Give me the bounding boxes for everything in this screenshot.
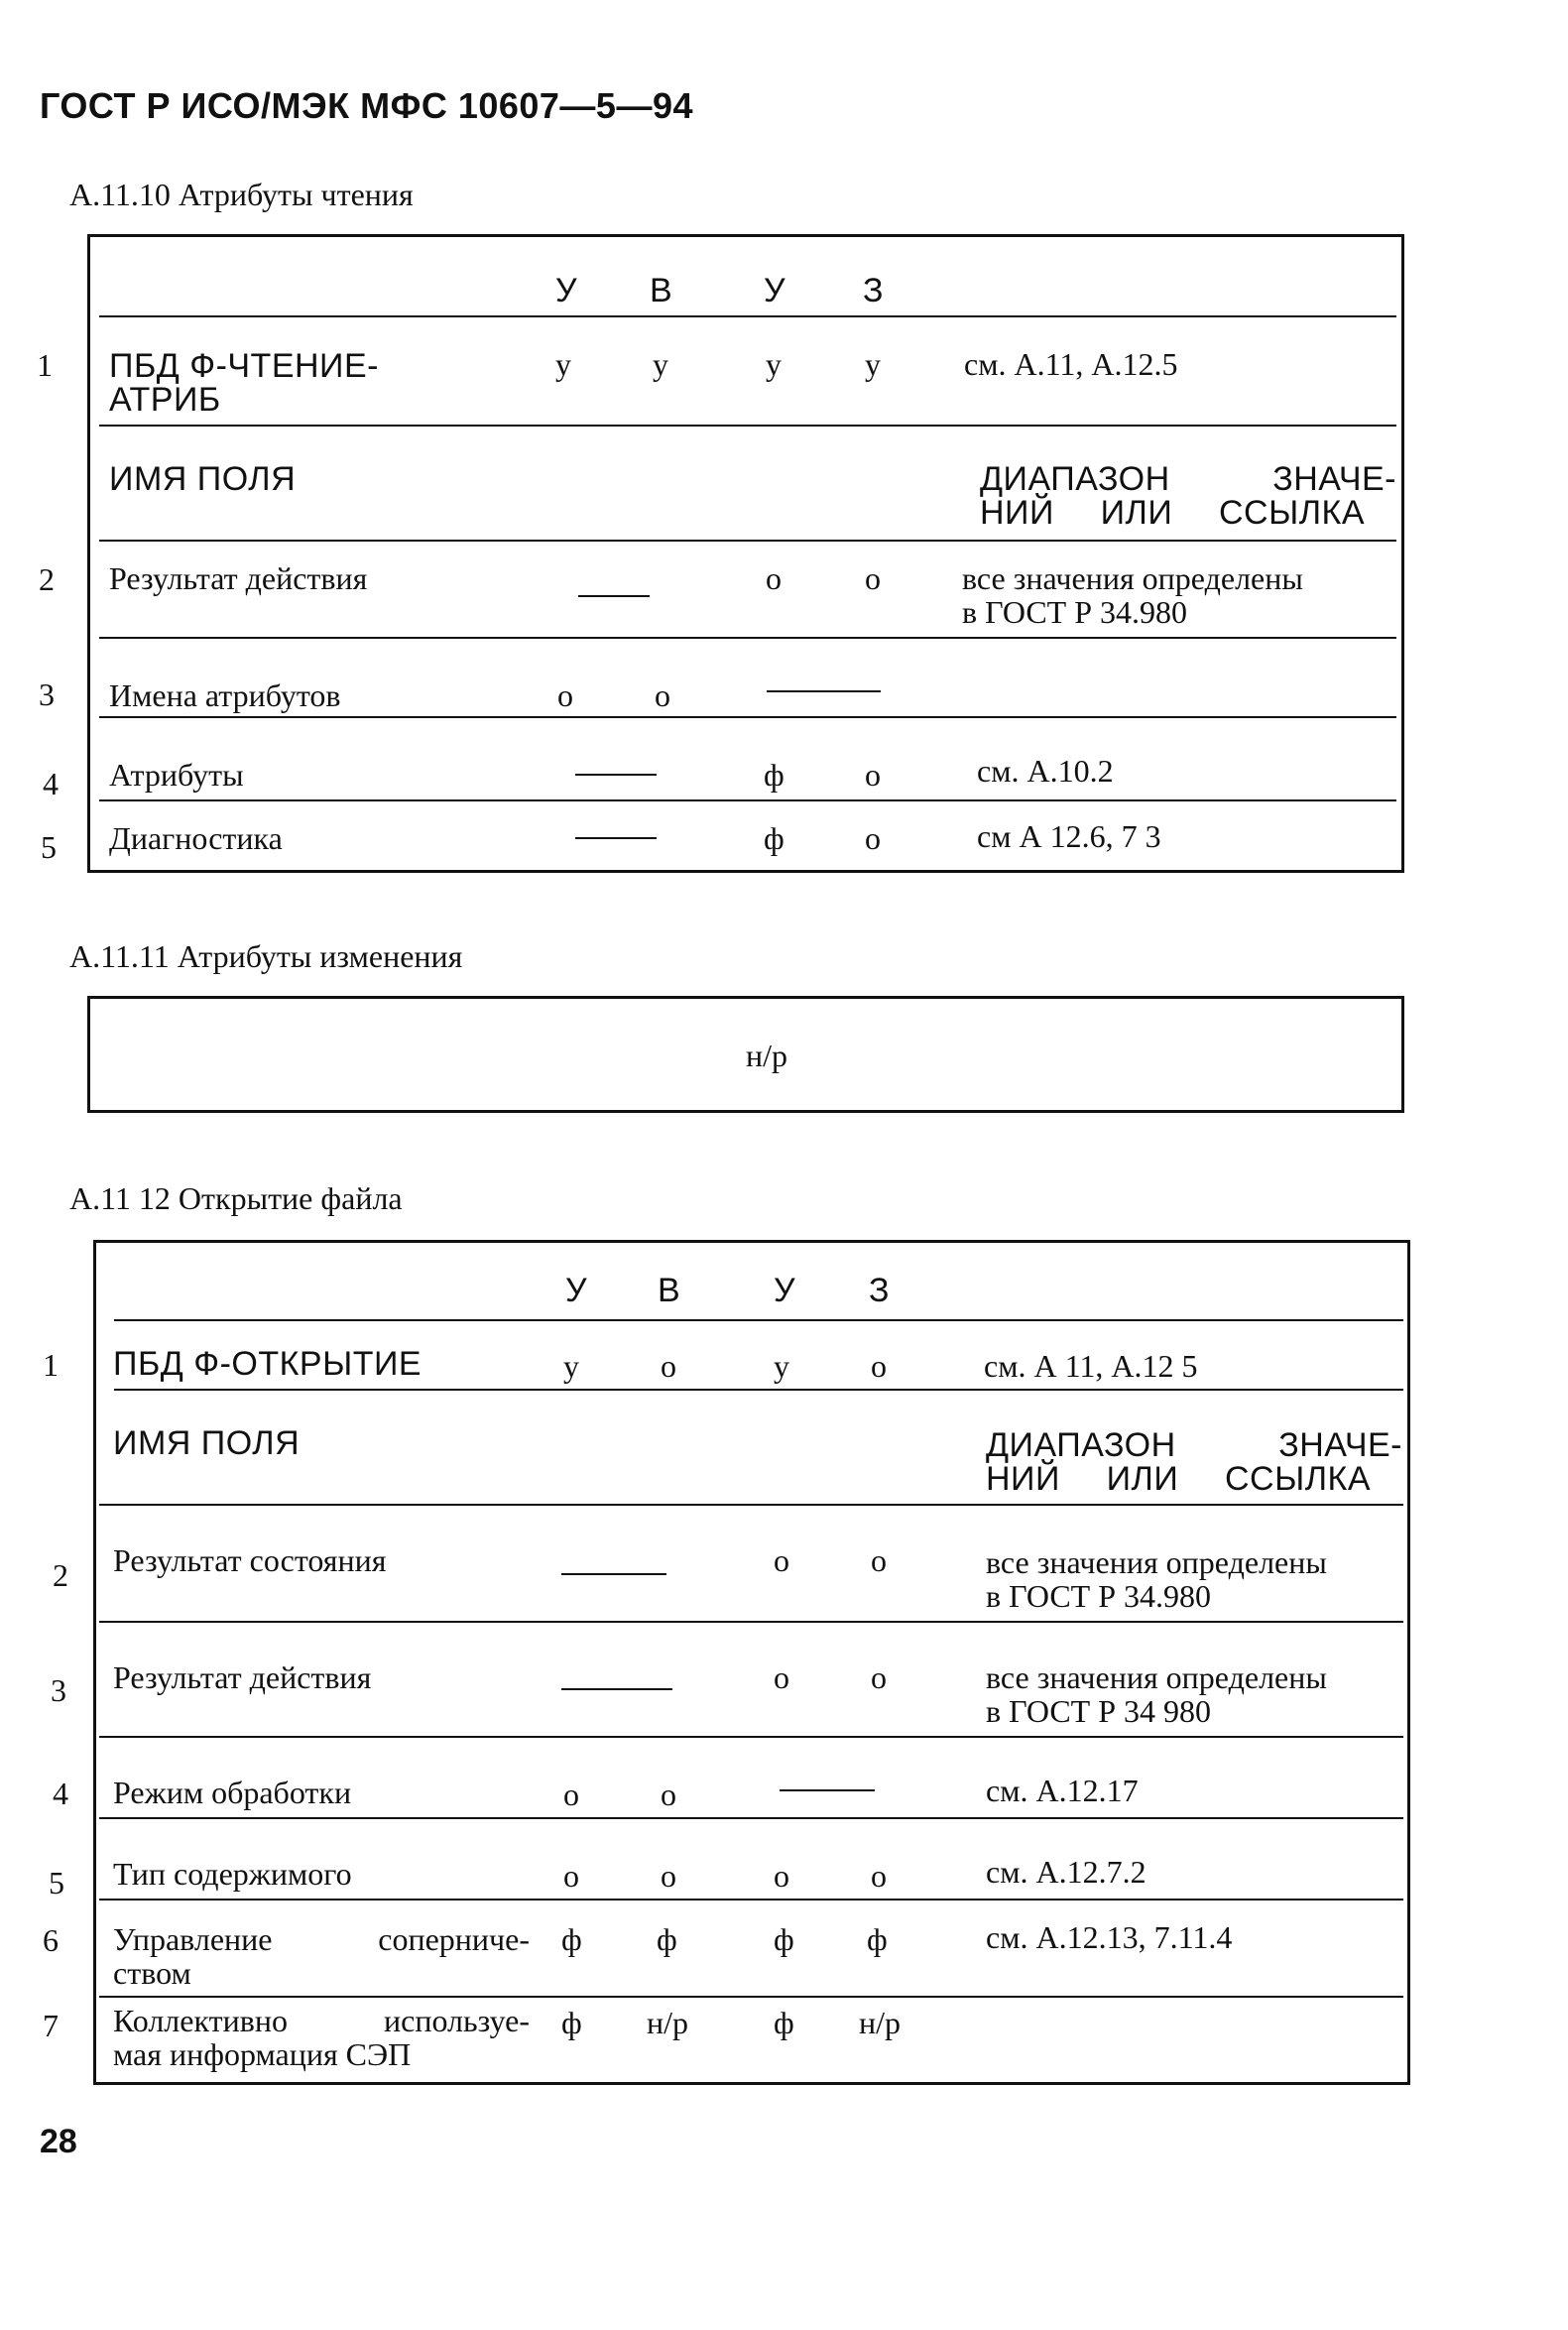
val-u1: о xyxy=(557,677,573,713)
divider xyxy=(99,1817,1403,1819)
row-number: 6 xyxy=(43,1922,59,1958)
val-u2: ф xyxy=(774,1921,794,1957)
dash-mark xyxy=(578,595,650,597)
val-u1: ф xyxy=(561,2005,582,2040)
field-name: Результат действия xyxy=(109,560,368,596)
pbd-val-z: у xyxy=(865,346,881,382)
val-u2: о xyxy=(774,1858,789,1894)
field-name-line2: ством xyxy=(113,1955,191,1991)
dash-mark xyxy=(561,1688,672,1690)
val-v: о xyxy=(661,1777,676,1812)
field-name: Результат действия xyxy=(113,1659,372,1695)
page-number: 28 xyxy=(40,2123,77,2160)
divider xyxy=(114,1319,1403,1321)
val-u1: о xyxy=(563,1777,579,1812)
pbd-val-z: о xyxy=(871,1348,887,1384)
divider xyxy=(99,1996,1403,1998)
row-number: 5 xyxy=(41,829,57,865)
ref-line1: см А 12.6, 7 3 xyxy=(977,818,1161,854)
ref-line1: все значения определены xyxy=(986,1659,1327,1695)
field-name: Атрибуты xyxy=(109,757,244,793)
val-v: ф xyxy=(657,1921,677,1957)
ref-line2: в ГОСТ Р 34.980 xyxy=(986,1578,1211,1614)
val-u2: о xyxy=(774,1659,789,1695)
pbd-val-u1: у xyxy=(555,346,571,382)
divider xyxy=(99,1621,1403,1623)
col-header-u2: У xyxy=(774,1272,796,1309)
field-name: Имена атрибутов xyxy=(109,677,341,713)
row-number: 1 xyxy=(43,1347,59,1383)
val-z: ф xyxy=(867,1921,888,1957)
divider xyxy=(99,637,1396,639)
divider xyxy=(99,425,1396,427)
row-number: 2 xyxy=(39,561,55,597)
ref-line1: см. А.10.2 xyxy=(977,753,1114,789)
divider xyxy=(99,1736,1403,1738)
not-applicable-text: н/р xyxy=(746,1038,788,1073)
divider xyxy=(114,1389,1403,1391)
divider xyxy=(99,315,1396,317)
ref-line1: см. А.12.13, 7.11.4 xyxy=(986,1919,1233,1955)
field-name: Режим обработки xyxy=(113,1775,352,1810)
document-header: ГОСТ Р ИСО/МЭК МФС 10607—5—94 xyxy=(40,85,693,126)
col-header-u1: У xyxy=(555,272,578,309)
pbd-name-line2: АТРИБ xyxy=(109,381,221,419)
field-name: Тип содержимого xyxy=(113,1856,352,1892)
val-u2: ф xyxy=(774,2005,794,2040)
dash-mark xyxy=(561,1573,666,1575)
divider xyxy=(99,716,1396,718)
val-z: о xyxy=(871,1659,887,1695)
val-u1: ф xyxy=(561,1921,582,1957)
row-number: 5 xyxy=(49,1865,64,1901)
pbd-reference: см. А 11, А.12 5 xyxy=(984,1348,1198,1384)
section-title-modify-attributes: А.11.11 Атрибуты изменения xyxy=(69,938,463,974)
pbd-val-u2: у xyxy=(766,346,782,382)
divider xyxy=(99,540,1396,542)
ref-line2: в ГОСТ Р 34 980 xyxy=(986,1693,1211,1729)
divider xyxy=(99,1899,1403,1901)
divider xyxy=(99,1504,1403,1506)
val-u2: о xyxy=(774,1542,789,1578)
val-z: о xyxy=(871,1542,887,1578)
col-header-z: З xyxy=(869,1272,891,1309)
table-read-attributes xyxy=(87,234,1404,873)
pbd-val-u1: у xyxy=(563,1348,579,1384)
field-name-header: ИМЯ ПОЛЯ xyxy=(113,1424,301,1462)
row-number: 4 xyxy=(53,1776,68,1811)
pbd-val-v: о xyxy=(661,1348,676,1384)
ref-line1: все значения определены xyxy=(962,560,1303,596)
pbd-name-line1: ПБД Ф-ЧТЕНИЕ- xyxy=(109,347,379,385)
ref-line2: в ГОСТ Р 34.980 xyxy=(962,594,1187,630)
field-name: Результат состояния xyxy=(113,1542,387,1578)
val-v: н/р xyxy=(647,2005,689,2040)
col-header-z: З xyxy=(863,272,885,309)
range-header-line2: НИЙ ИЛИ ССЫЛКА xyxy=(986,1460,1371,1498)
val-z: о xyxy=(865,820,881,856)
col-header-u1: У xyxy=(565,1272,588,1309)
field-name-line1: Управление соперниче- xyxy=(113,1921,530,1957)
field-name-line1: Коллективно используе- xyxy=(113,2003,530,2038)
range-header-line1: ДИАПАЗОН ЗНАЧЕ- xyxy=(980,460,1396,498)
row-number: 1 xyxy=(37,347,53,383)
range-header-line1: ДИАПАЗОН ЗНАЧЕ- xyxy=(986,1426,1402,1464)
val-u2: ф xyxy=(764,820,784,856)
dash-mark xyxy=(780,1789,875,1791)
col-header-u2: У xyxy=(764,272,786,309)
row-number: 7 xyxy=(43,2008,59,2043)
col-header-v: В xyxy=(650,272,673,309)
val-v: о xyxy=(655,677,670,713)
pbd-name: ПБД Ф-ОТКРЫТИЕ xyxy=(113,1345,422,1383)
field-name-header: ИМЯ ПОЛЯ xyxy=(109,460,297,498)
range-header-line2: НИЙ ИЛИ ССЫЛКА xyxy=(980,494,1365,532)
row-number: 4 xyxy=(43,766,59,801)
val-z: о xyxy=(865,757,881,793)
row-number: 3 xyxy=(51,1672,66,1708)
pbd-reference: см. А.11, А.12.5 xyxy=(964,346,1178,382)
section-title-read-attributes: А.11.10 Атрибуты чтения xyxy=(69,177,414,212)
val-z: о xyxy=(871,1858,887,1894)
ref-line1: см. А.12.17 xyxy=(986,1773,1139,1808)
ref-line1: см. А.12.7.2 xyxy=(986,1854,1146,1890)
divider xyxy=(99,799,1396,801)
val-u2: ф xyxy=(764,757,784,793)
dash-mark xyxy=(767,690,881,692)
field-name: Диагностика xyxy=(109,820,283,856)
field-name-line2: мая информация СЭП xyxy=(113,2036,412,2072)
val-z: н/р xyxy=(859,2005,902,2040)
ref-line1: все значения определены xyxy=(986,1544,1327,1580)
row-number: 3 xyxy=(39,676,55,712)
val-u1: о xyxy=(563,1858,579,1894)
section-title-file-open: А.11 12 Открытие файла xyxy=(69,1180,403,1216)
pbd-val-v: у xyxy=(653,346,668,382)
val-v: о xyxy=(661,1858,676,1894)
col-header-v: В xyxy=(658,1272,681,1309)
pbd-val-u2: у xyxy=(774,1348,789,1384)
val-z: о xyxy=(865,560,881,596)
dash-mark xyxy=(575,837,657,839)
val-u2: о xyxy=(766,560,782,596)
dash-mark xyxy=(575,774,657,776)
row-number: 2 xyxy=(53,1557,68,1593)
